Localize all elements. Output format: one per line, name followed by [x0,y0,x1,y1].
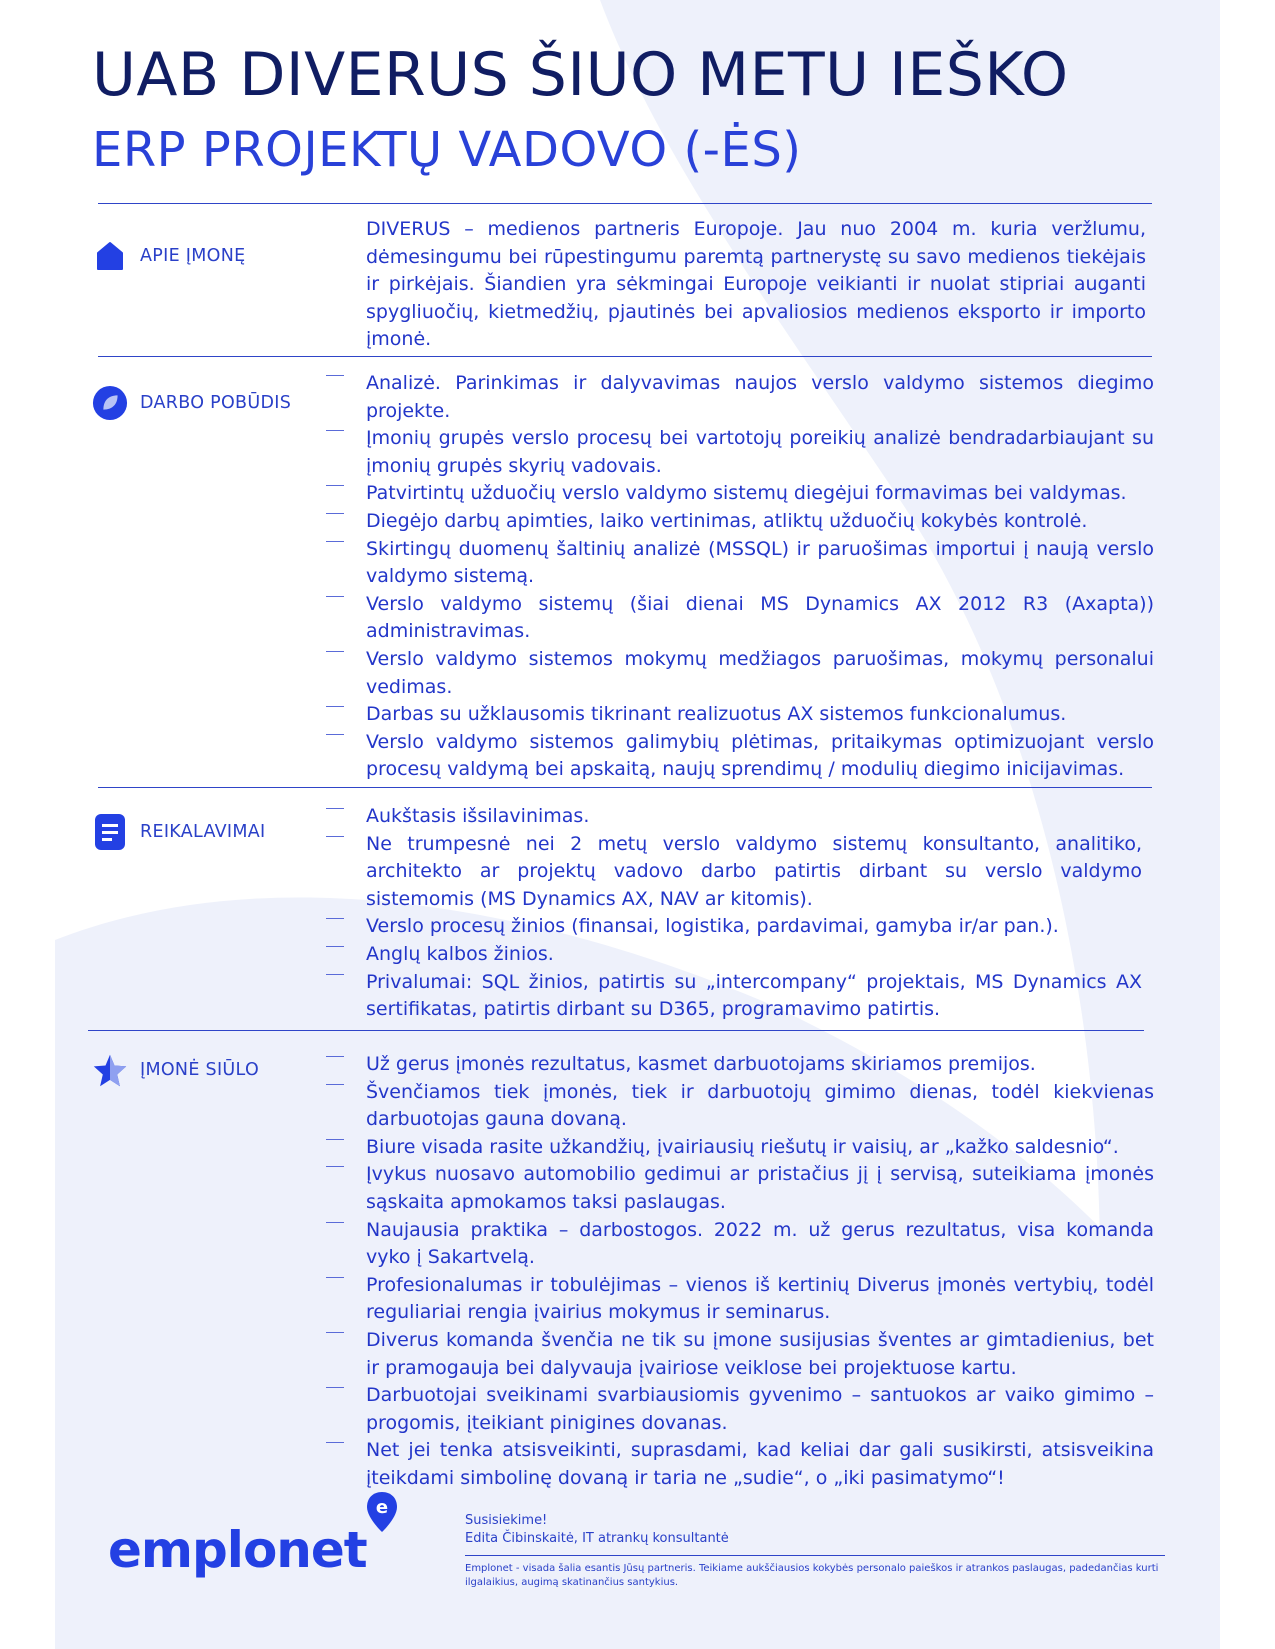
section-label-offers-text: ĮMONĖ SIŪLO [140,1060,260,1080]
logo-mark-letter: e [375,1497,388,1518]
list-item: Diverus komanda švenčia ne tik su įmone susijusias šventes ar gimtadienius, bet ir pramogauja bei dalyvauja įvairiose veiklose bei projektuose kartu. [366,1327,1154,1382]
section-label-about [92,238,246,274]
list-item: Analizė. Parinkimas ir dalyvavimas naujos verslo valdymo sistemos diegimo projekte. [366,370,1154,425]
divider-about [98,356,1152,357]
list-item: Įvykus nuosavo automobilio gedimui ar pristačius jį į servisą, suteikiama įmonės sąskaita apmokamos taksi paslaugas. [366,1161,1154,1216]
list-item: Privalumai: SQL žinios, patirtis su „intercompany“ projektais, MS Dynamics AX sertifikatas, patirtis dirbant su D365, programavimo patirtis. [366,969,1142,1024]
house-icon [92,238,128,274]
list-item: Verslo valdymo sistemos mokymų medžiagos paruošimas, mokymų personalui vedimas. [366,646,1154,701]
section-label-job-text: DARBO POBŪDIS [140,393,292,413]
section-label-requirements [92,814,266,850]
list-item: Naujausia praktika – darbostogos. 2022 m. už gerus rezultatus, visa komanda vyko į Sakartvelą. [366,1217,1154,1272]
footer-divider [465,1555,1165,1556]
section-job-content [366,370,1154,784]
section-label-job [92,385,291,421]
document-icon [92,814,128,850]
list-item: Už gerus įmonės rezultatus, kasmet darbuotojams skiriamos premijos. [366,1051,1154,1079]
list-item: Verslo procesų žinios (finansai, logistika, pardavimai, gamyba ir/ar pan.). [366,913,1142,941]
divider-top [98,203,1152,204]
section-requirements-content [366,803,1142,1024]
section-offers-content [366,1051,1154,1493]
list-item: Verslo valdymo sistemos galimybių plėtimas, pritaikymas optimizuojant verslo procesų valdymą bei apskaitą, naujų sprendimų / modulių diegimo inicijavimas. [366,729,1154,784]
section-about-content [366,216,1146,354]
list-item: Įmonių grupės verslo procesų bei vartotojų poreikių analizė bendradarbiaujant su įmonių grupės skyrių vadovais. [366,425,1154,480]
section-label-offers [92,1052,259,1088]
list-item: Ne trumpesnė nei 2 metų verslo valdymo sistemų konsultanto, analitiko, architekto ar projektų vadovo darbo patirtis dirbant su verslo valdymo sistemomis (MS Dynamics AX, NAV ar kitomis). [366,831,1142,914]
list-item: Darbas su užklausomis tikrinant realizuotus AX sistemos funkcionalumus. [366,701,1154,729]
star-icon [92,1052,128,1088]
leaf-icon [92,385,128,421]
list-item: Darbuotojai sveikinami svarbiausiomis gyvenimo – santuokos ar vaiko gimimo – progomis, įteikiant pinigines dovanas. [366,1382,1154,1437]
list-item: Net jei tenka atsisveikinti, suprasdami, kad keliai dar gali susikirsti, atsisveikina įteikdami simbolinę dovaną ir taria ne „sudie“, o „iki pasimatymo“! [366,1437,1154,1492]
emplonet-logo [108,1497,399,1580]
list-item: Švenčiamos tiek įmonės, tiek ir darbuotojų gimimo dienas, todėl kiekvienas darbuotojas gauna dovaną. [366,1079,1154,1134]
list-item: Patvirtintų užduočių verslo valdymo sistemų diegėjui formavimas bei valdymas. [366,480,1154,508]
contact-person: Edita Čibinskaitė, IT atrankų konsultantė [465,1531,729,1546]
list-item: Aukštasis išsilavinimas. [366,803,1142,831]
requirements-list [366,803,1142,1024]
footer-tagline: Emplonet - visada šalia esantis Jūsų partneris. Teikiame aukščiausios kokybės personalo paieškos ir atrankos paslaugas, padedančias kurti ilgalaikius, augimą skatinančius santykius. [465,1563,1159,1588]
section-label-about-text: APIE ĮMONĘ [140,246,246,266]
about-paragraph: DIVERUS – medienos partneris Europoje. Jau nuo 2004 m. kuria veržlumu, dėmesingumu bei rūpestingumu paremtą partnerystę su savo medienos tiekėjais ir pirkėjais. Šiandien yra sėkmingai Europoje veikianti ir nuolat stipriai auganti spygliuočių, kietmedžių, pjautinės bei apvaliosios medienos eksporto ir importo įmonė. [366,218,1146,351]
logo-wordmark: emplonet [108,1521,367,1579]
page-title: UAB DIVERUS ŠIUO METU IEŠKO [92,40,1069,110]
job-list [366,370,1154,784]
divider-job [98,787,1152,788]
divider-requirements [88,1030,1144,1031]
contact-block [465,1512,729,1548]
location-pin-icon [365,1490,399,1538]
contact-greeting: Susisiekime! [465,1513,548,1528]
list-item: Biure visada rasite užkandžių, įvairiausių riešutų ir vaisių, ar „kažko saldesnio“. [366,1134,1154,1162]
list-item: Skirtingų duomenų šaltinių analizė (MSSQL) ir paruošimas importui į naują verslo valdymo sistemą. [366,536,1154,591]
offers-list [366,1051,1154,1493]
list-item: Anglų kalbos žinios. [366,941,1142,969]
list-item: Profesionalumas ir tobulėjimas – vienos iš kertinių Diverus įmonės vertybių, todėl reguliariai rengia įvairius mokymus ir seminarus. [366,1272,1154,1327]
list-item: Verslo valdymo sistemų (šiai dienai MS Dynamics AX 2012 R3 (Axapta)) administravimas. [366,591,1154,646]
section-label-requirements-text: REIKALAVIMAI [140,822,266,842]
page-subtitle: ERP PROJEKTŲ VADOVO (-ĖS) [92,122,802,178]
list-item: Diegėjo darbų apimties, laiko vertinimas, atliktų užduočių kokybės kontrolė. [366,508,1154,536]
